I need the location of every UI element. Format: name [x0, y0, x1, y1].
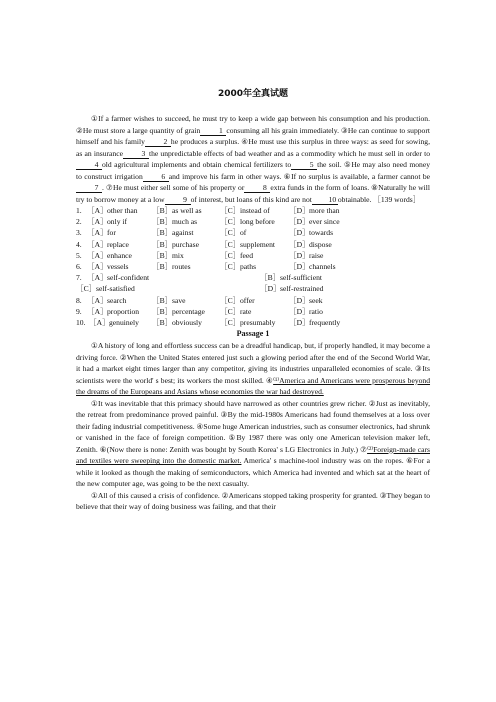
option-d: ［D］ towards — [289, 228, 334, 238]
passage-paragraph-2: ①It was inevitable that this primacy should have narrowed as other countries grew richer. ②Just as inevitably, the retreat from predominance proved painful. ③By the mid-1980s Americans had found themselves at a loss over their fading industrial competitiveness. ④Some huge American industries, such as consumer electronics, had shrunk or vanished in the face of foreign competition. ⑤By 1987 there was only one American television maker left, Zenith. ⑥(Now there is none: Zenith was bought by South Korea' s LG Electronics in July.) ⑦⁽²⁾Foreign-made cars and textiles were sweeping into the domestic market. America' s machine-tool industry was on the ropes. ⑥For a while it looked as though the making of semiconductors, which America had invented and which sat at the heart of the new computer age, was going to be the next casualty. — [76, 398, 430, 489]
option-a: ［A］ replace — [87, 239, 129, 249]
question-list — [76, 205, 430, 328]
question-row: 4. ［A］ replace ［B］ purchase ［C］ supplement ［D］ dispose — [76, 239, 430, 250]
option-d: ［D］ raise — [289, 250, 324, 260]
option-c: ［C］ presumably — [220, 318, 276, 328]
question-row: 10. ［A］ genuinely ［B］ obviously ［C］ presumably ［D］ frequently — [76, 317, 430, 328]
option-a: ［A］ other than — [87, 206, 138, 215]
option-a: ［A］ enhance — [87, 250, 132, 260]
option-a: ［A］ for — [87, 228, 116, 238]
blank-8: 8 — [244, 184, 270, 193]
cloze-paragraph: ①If a farmer wishes to succeed, he must try to keep a wide gap between his consumption and his production. ②He must store a large quantity of grain 1 consuming all his grain immediately. ③He can continue to support himself and his family 2 he produces a surplus. ④He must use this surplus in three ways: as seed for sowing, as an insurance 3 the unpredictable effects of bad weather and as a commodity which he must sell in order to4 old agricultural implements and obtain chemical fertilizers to 5 the soil. ⑤He may also need money to construct irrigation 6 and improve his farm in other ways. ⑥If no surplus is available, a farmer cannot be7 . ⑦He must either sell some of his property or 8 extra funds in the form of loans. ⑧Naturally he will try to borrow money at a low 9 of interest, but loans of this kind are not 10 obtainable. ［139 words］ — [76, 114, 431, 204]
question-row: 3. ［A］ for ［B］ against ［C］ of ［D］ towards — [76, 227, 430, 238]
underlined-sentence-2: ⁽²⁾Foreign-made cars and textiles were sweeping into the domestic market. — [76, 444, 430, 466]
option-b: ［B］ self-sufficient — [260, 273, 323, 283]
question-row: 7. ［A］ self-confident ［B］ self-sufficient — [76, 273, 323, 283]
option-d: ［D］ self-restrained — [260, 284, 324, 294]
option-d: ［D］ channels — [289, 262, 336, 272]
blank-7: 7 — [76, 184, 102, 193]
blank-9: 9 — [165, 196, 191, 205]
option-d: ［D］ ever since — [289, 217, 340, 227]
blank-4: 4 — [76, 161, 102, 170]
question-row — [76, 283, 430, 294]
option-d: ［D］ dispose — [289, 239, 332, 249]
question-row: 8. ［A］ search ［B］ save ［C］ offer ［D］ seek — [76, 295, 430, 306]
option-d: ［D］ more than — [289, 206, 340, 215]
option-b: ［B］ mix — [152, 250, 184, 260]
option-b: ［B］ save — [152, 295, 186, 305]
option-d: ［D］ frequently — [289, 318, 341, 328]
question-row: 2. ［A］ only if ［B］ much as ［C］ long before ［D］ ever since — [76, 216, 430, 227]
blank-5: 5 — [291, 161, 317, 170]
blank-1: 1 — [200, 127, 226, 136]
option-c: ［C］ offer — [220, 295, 255, 305]
option-b: ［B］ routes — [152, 262, 191, 272]
option-b: ［B］ obviously — [152, 318, 202, 328]
option-b: ［B］ against — [152, 228, 194, 238]
option-c: ［C］ feed — [220, 250, 254, 260]
question-row: 5. ［A］ enhance ［B］ mix ［C］ feed ［D］ raise — [76, 250, 430, 261]
passage-paragraph-1: ①A history of long and effortless success can be a dreadful handicap, but, if properly handled, it may become a driving force. ②When the United States entered just such a glowing period after the end of the Second World War, it had a market eight times larger than any competitor, giving its industries unparalleled economies of scale. ③Its scientists were the world' s best; its workers the most skilled. ④⁽¹⁾America and Americans were prosperous beyond the dreams of the Europeans and Asians whose economies the war had destroyed. — [76, 341, 431, 397]
question-row: 1. ［A］ other than ［B］ as well as ［C］ instead of ［D］ more than — [76, 205, 430, 216]
passage-title: Passage 1 — [236, 329, 270, 339]
option-c: ［C］ long before — [220, 217, 275, 227]
blank-6: 6 — [143, 173, 169, 182]
blank-2: 2 — [145, 138, 171, 147]
option-b: ［B］ percentage — [152, 306, 205, 316]
page-title: 2000年全真试题 — [217, 89, 289, 99]
option-b: ［B］ purchase — [152, 239, 199, 249]
option-a: ［A］ only if — [87, 217, 128, 227]
option-a: ［A］ proportion — [87, 306, 140, 316]
option-c: ［C］ paths — [220, 262, 257, 272]
option-b: ［B］ as well as — [152, 206, 202, 215]
option-a: ［A］ self-confident — [87, 273, 150, 283]
option-c: ［C］ instead of — [220, 206, 270, 215]
blank-3: 3 — [123, 150, 149, 159]
option-a: ［A］ genuinely — [89, 318, 139, 328]
option-a: ［A］ vessels — [87, 262, 129, 272]
option-c: ［C］ supplement — [220, 239, 276, 249]
option-b: ［B］ much as — [152, 217, 198, 227]
blank-10: 10 — [312, 196, 338, 205]
question-row: 6. ［A］ vessels ［B］ routes ［C］ paths ［D］ channels — [76, 261, 430, 272]
option-d: ［D］ ratio — [289, 306, 323, 316]
option-d: ［D］ seek — [289, 295, 323, 305]
passage-paragraph-3: ①All of this caused a crisis of confidence. ②Americans stopped taking prosperity for granted. ③They began to believe that their way of doing business was failing, and that their — [76, 490, 430, 512]
option-c: ［C］ self-satisfied — [76, 284, 135, 294]
option-c: ［C］ of — [220, 228, 247, 238]
option-a: ［A］ search — [87, 295, 127, 305]
underlined-sentence-1: ⁽¹⁾America and Americans were prosperous beyond the dreams of the Europeans and Asians whose economies the war had destroyed. — [76, 375, 431, 397]
question-row: 9. ［A］ proportion ［B］ percentage ［C］ rate ［D］ ratio — [76, 306, 430, 317]
option-c: ［C］ rate — [220, 306, 252, 316]
